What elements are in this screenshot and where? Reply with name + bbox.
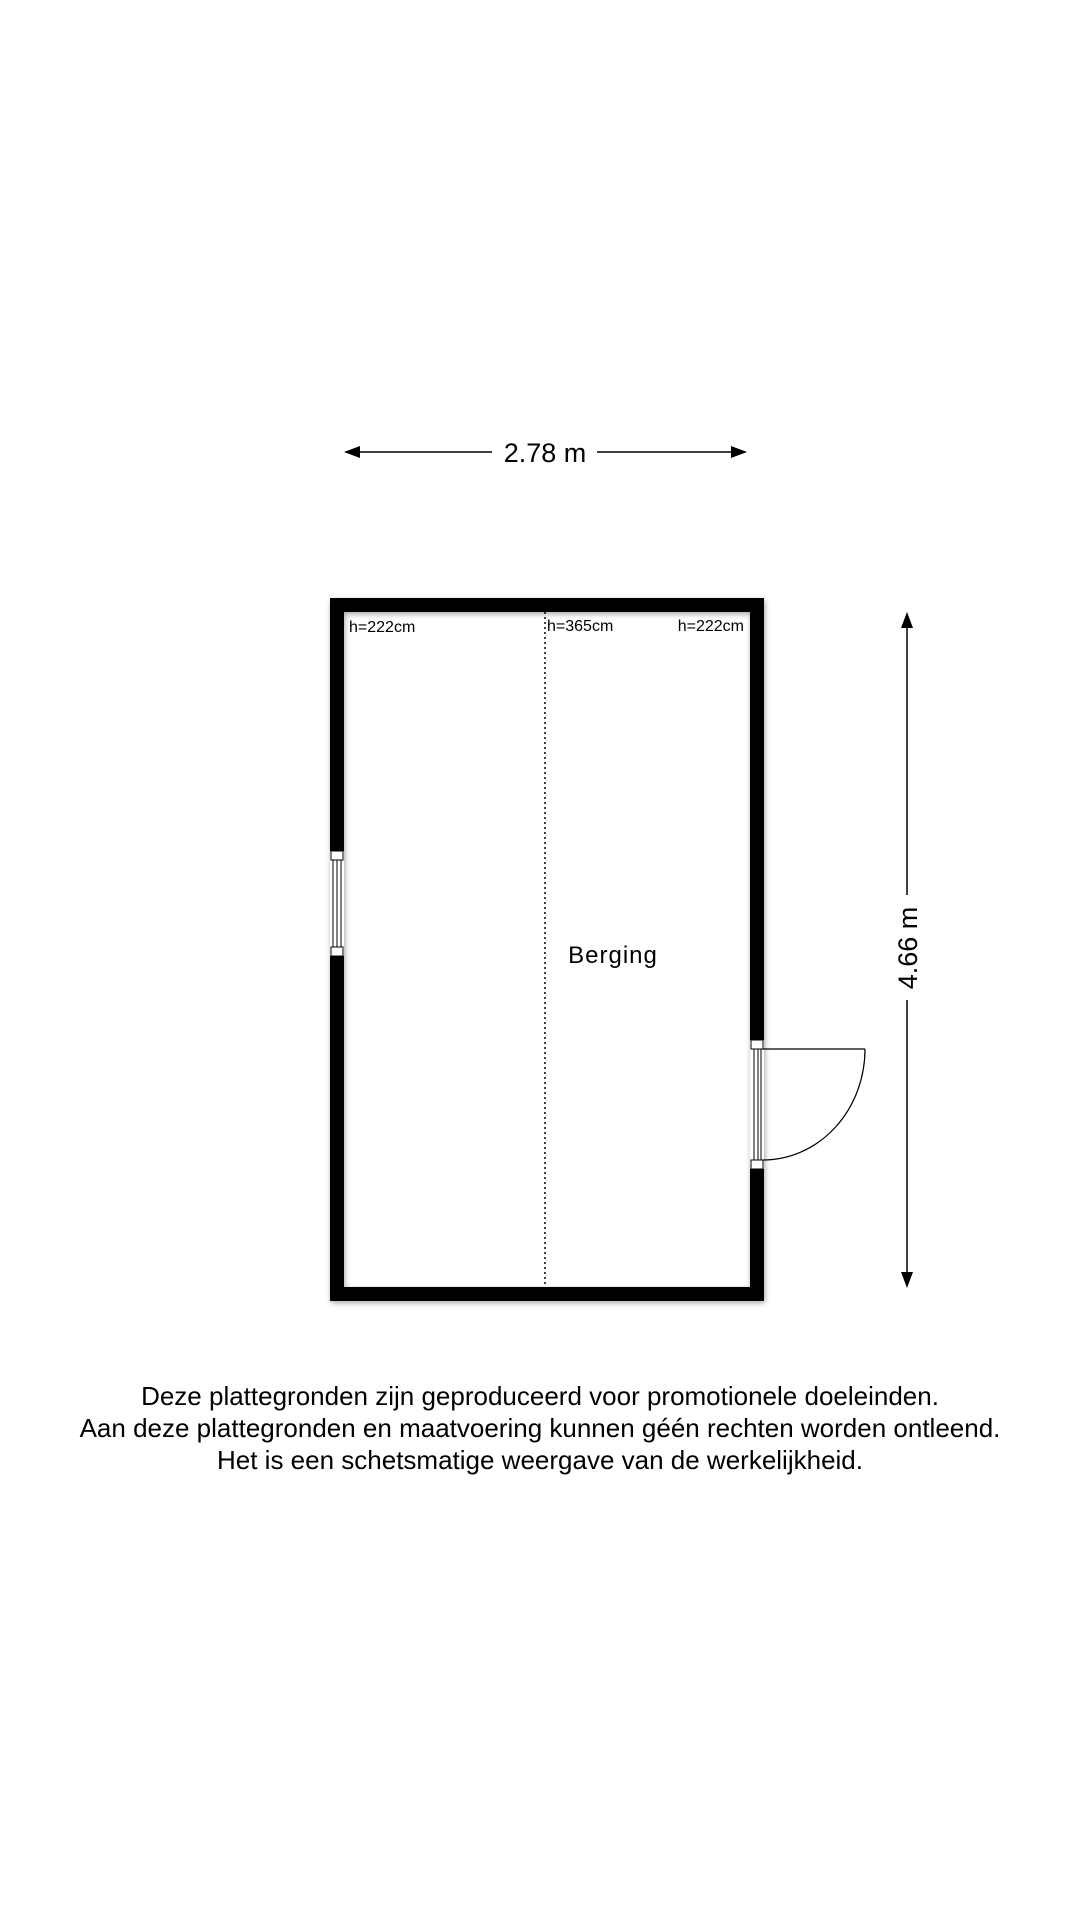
arrow-right-icon <box>731 446 747 458</box>
ceiling-height-left: h=222cm <box>349 619 416 636</box>
disclaimer-line: Aan deze plattegronden en maatvoering kunnen géén rechten worden ontleend. <box>79 1413 1001 1443</box>
door-right <box>750 1040 865 1169</box>
arrow-left-icon <box>344 446 360 458</box>
arrow-down-icon <box>901 1272 913 1288</box>
disclaimer <box>0 1380 1080 1476</box>
depth-dimension <box>893 612 923 1288</box>
door-frame-bottom <box>751 1160 763 1169</box>
wall-outline <box>337 605 757 1294</box>
room-label: Berging <box>568 942 658 969</box>
door-swing-arc <box>763 1049 865 1160</box>
ceiling-height-right: h=222cm <box>677 618 744 635</box>
room-walls <box>337 605 757 1294</box>
depth-dimension-label: 4.66 m <box>893 906 923 990</box>
disclaimer-line: Deze plattegronden zijn geproduceerd voor promotionele doeleinden. <box>141 1381 939 1411</box>
window-frame-top <box>331 851 343 860</box>
window-frame-bottom <box>331 947 343 956</box>
ceiling-height-center: h=365cm <box>547 618 614 635</box>
arrow-up-icon <box>901 612 913 628</box>
width-dimension-label: 2.78 m <box>503 438 587 468</box>
disclaimer-line: Het is een schetsmatige weergave van de werkelijkheid. <box>216 1445 863 1475</box>
width-dimension <box>344 438 747 468</box>
door-opening <box>750 1040 764 1169</box>
window-left <box>330 851 344 956</box>
door-frame-top <box>751 1040 763 1049</box>
